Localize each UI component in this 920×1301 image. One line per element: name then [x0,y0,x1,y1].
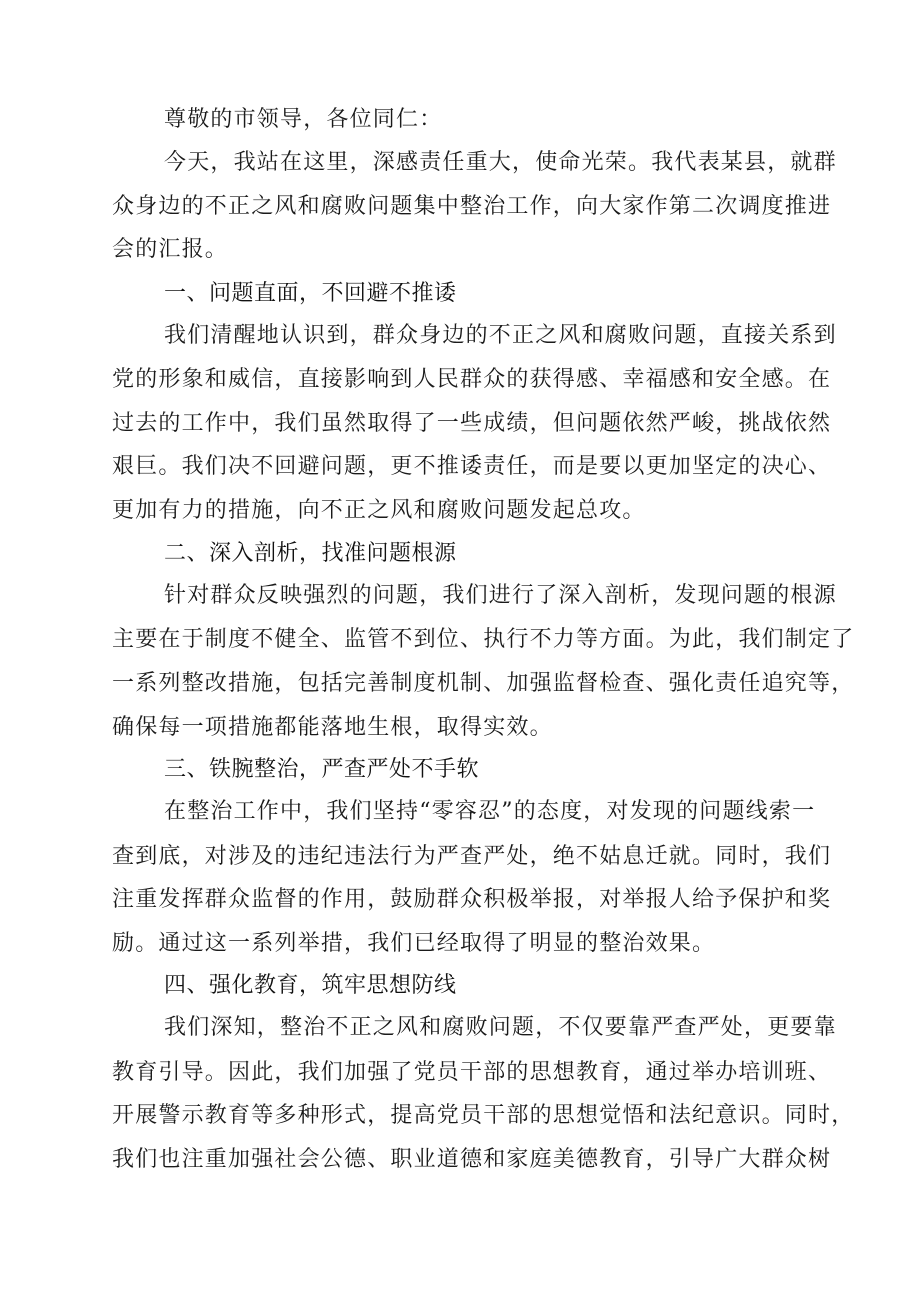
paragraph-line: 开展警示教育等多种形式，提高党员干部的思想觉悟和法纪意识。同时， [112,1103,855,1128]
paragraph-line: 过去的工作中，我们虽然取得了一些成绩，但问题依然严峻，挑战依然 [112,411,832,436]
paragraph-line: 艰巨。我们决不回避问题，更不推诿责任，而是要以更加坚定的决心、 [112,454,832,479]
section-heading-2: 二、深入剖析，找准问题根源 [164,541,457,566]
paragraph-line: 针对群众反映强烈的问题，我们进行了深入剖析，发现问题的根源 [164,583,837,608]
paragraph-line: 注重发挥群众监督的作用，鼓励群众积极举报，对举报人给予保护和奖 [112,887,832,912]
salutation: 尊敬的市领导，各位同仁： [164,107,443,132]
paragraph-line: 更加有力的措施，向不正之风和腐败问题发起总攻。 [112,498,646,523]
paragraph-line: 我们清醒地认识到，群众身边的不正之风和腐败问题，直接关系到 [164,323,837,348]
paragraph-line: 在整治工作中，我们坚持“零容忍”的态度，对发现的问题线索一 [164,799,816,824]
paragraph-line: 主要在于制度不健全、监管不到位、执行不力等方面。为此，我们制定了 [112,627,855,652]
paragraph-line: 励。通过这一系列举措，我们已经取得了明显的整治效果。 [112,931,716,956]
intro-line: 众身边的不正之风和腐败问题集中整治工作，向大家作第二次调度推进 [112,194,832,219]
paragraph-line: 确保每一项措施都能落地生根，取得实效。 [112,715,553,740]
paragraph-line: 教育引导。因此，我们加强了党员干部的思想教育，通过举办培训班、 [112,1060,832,1085]
paragraph-line: 党的形象和威信，直接影响到人民群众的获得感、幸福感和安全感。在 [112,367,832,392]
intro-line: 今天，我站在这里，深感责任重大，使命光荣。我代表某县，就群 [164,150,837,175]
section-heading-4: 四、强化教育，筑牢思想防线 [164,973,457,998]
paragraph-line: 一系列整改措施，包括完善制度机制、加强监督检查、强化责任追究等， [112,671,855,696]
intro-line: 会的汇报。 [112,237,229,262]
paragraph-line: 查到底，对涉及的违纪违法行为严查严处，绝不姑息迁就。同时，我们 [112,844,832,869]
section-heading-3: 三、铁腕整治，严查严处不手软 [164,757,480,782]
paragraph-line: 我们深知，整治不正之风和腐败问题，不仅要靠严查严处，更要靠 [164,1015,837,1040]
paragraph-line: 我们也注重加强社会公德、职业道德和家庭美德教育，引导广大群众树 [112,1147,832,1172]
section-heading-1: 一、问题直面，不回避不推诿 [164,281,457,306]
